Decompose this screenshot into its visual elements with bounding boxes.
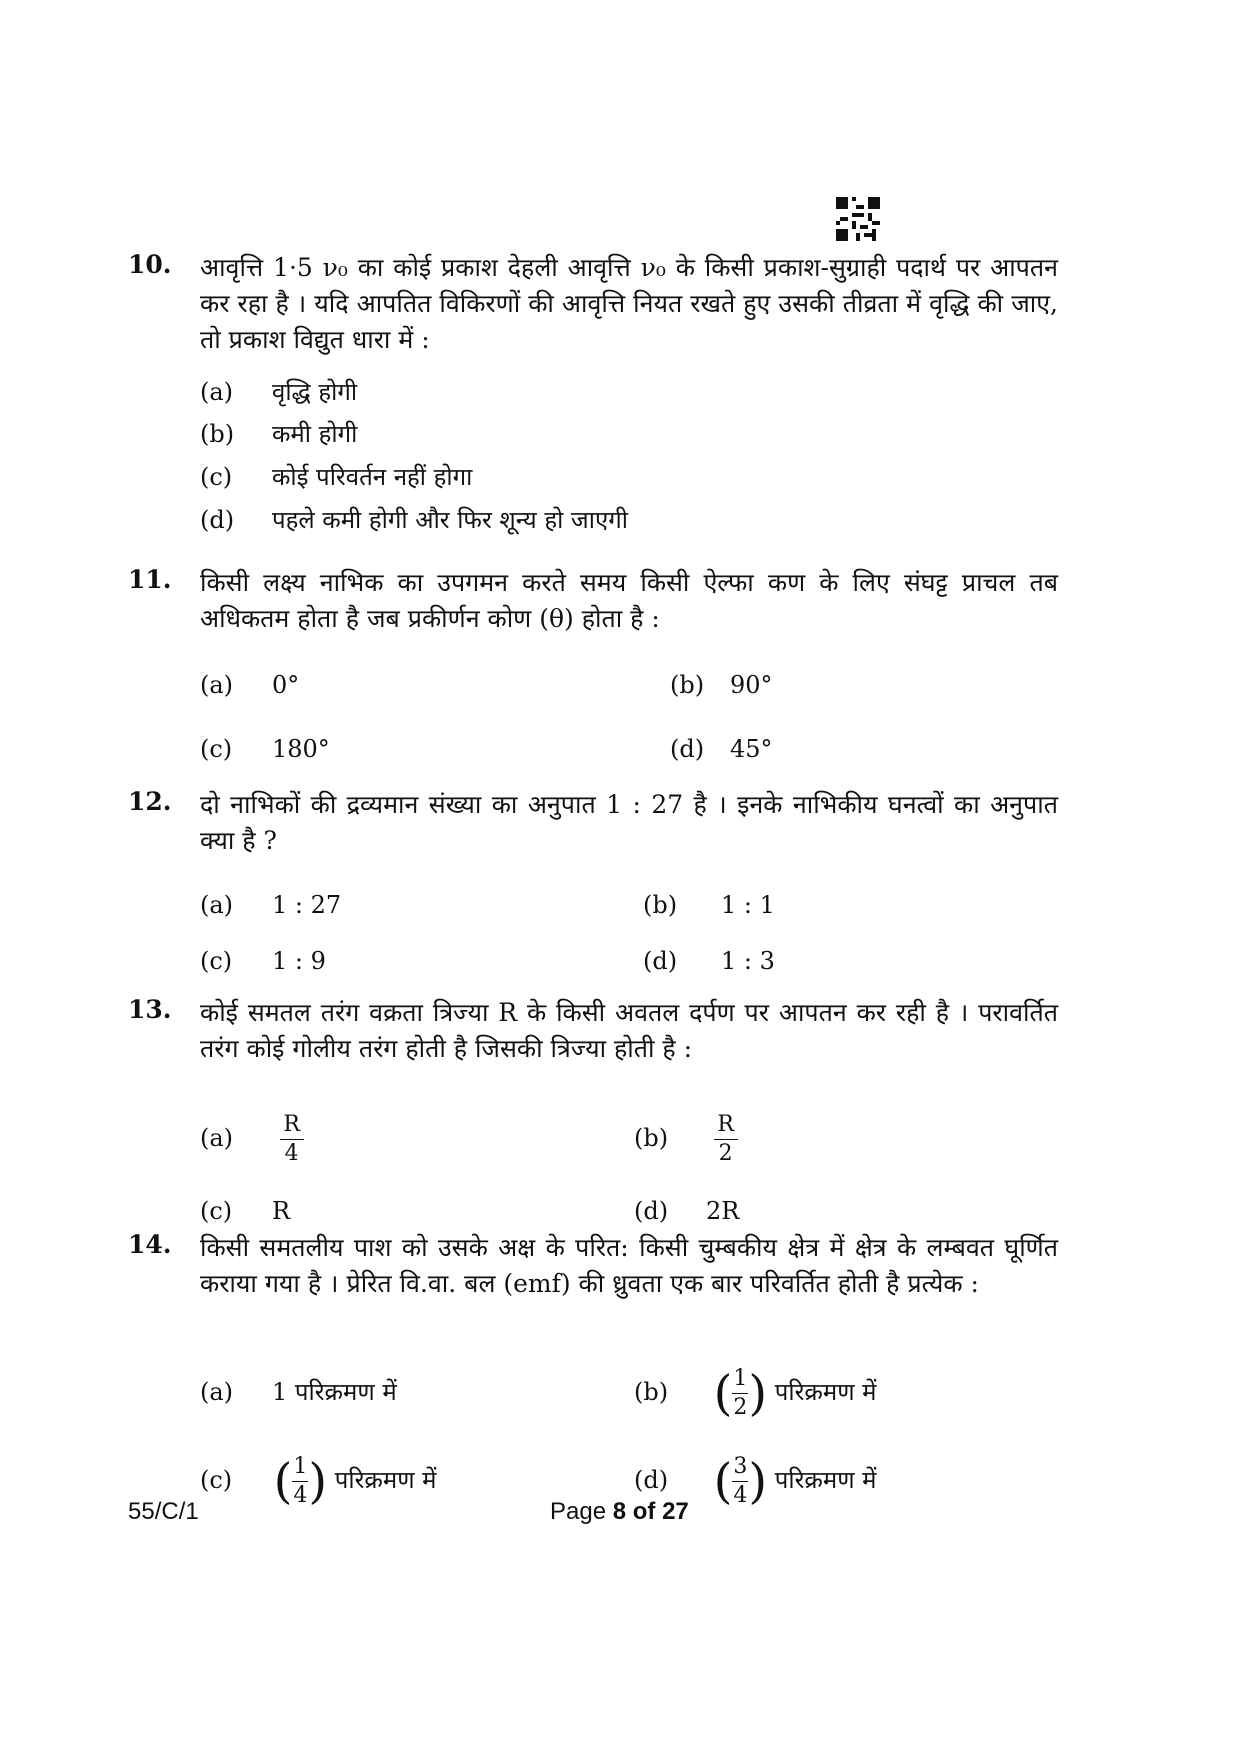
option-c: (c) R bbox=[200, 1197, 291, 1225]
option-a: (a) 1 परिक्रमण में bbox=[200, 1378, 397, 1406]
question-number: 11. bbox=[128, 565, 172, 594]
option-c: (c) 180° bbox=[200, 735, 330, 763]
fraction: $\frac{R}{2}$ bbox=[714, 1111, 738, 1168]
fraction: $\frac{1}{2}$ bbox=[733, 1366, 748, 1420]
option-a: (a) 1 : 27 bbox=[200, 891, 342, 919]
question-number: 13. bbox=[128, 995, 172, 1024]
option-b: (b) 90° bbox=[670, 671, 773, 699]
option-d: (d) 2R bbox=[634, 1197, 740, 1225]
option-b: (b) ( $\frac{1}{2}$ ) परिक्रमण में bbox=[634, 1365, 877, 1422]
fraction: $\frac{3}{4}$ bbox=[733, 1454, 748, 1508]
option-b: (b) 1 : 1 bbox=[643, 891, 775, 919]
question-number: 14. bbox=[128, 1230, 172, 1259]
option-a: (a) $\frac{R}{4}$ bbox=[200, 1100, 304, 1176]
option-c: (c) 1 : 9 bbox=[200, 947, 326, 975]
option-d: (d) पहले कमी होगी और फिर शून्य हो जाएगी bbox=[200, 506, 628, 534]
question-text: आवृत्ति 1·5 ν₀ का कोई प्रकाश देहली आवृत्ति ν₀ के किसी प्रकाश-सुग्राही पदार्थ पर आपतन कर रहा है । यदि आपतित विकिरणों की आवृत्ति नियत रखते हुए उसकी तीव्रता में वृद्धि की जाए, तो प्रकाश विद्युत धारा में : bbox=[200, 253, 1058, 354]
fraction: $\frac{1}{4}$ bbox=[293, 1454, 308, 1508]
paper-code: 55/C/1 bbox=[128, 1498, 199, 1525]
question-text: कोई समतल तरंग वक्रता त्रिज्या R के किसी अवतल दर्पण पर आपतन कर रही है । परावर्तित तरंग कोई गोलीय तरंग होती है जिसकी त्रिज्या होती है : bbox=[200, 998, 1058, 1063]
question-number: 12. bbox=[128, 787, 172, 816]
option-b: (b) $\frac{R}{2}$ bbox=[634, 1100, 738, 1176]
option-d: (d) 45° bbox=[670, 735, 773, 763]
option-a: (a) 0° bbox=[200, 671, 300, 699]
option-b: (b) कमी होगी bbox=[200, 420, 358, 448]
question-text: दो नाभिकों की द्रव्यमान संख्या का अनुपात 1 : 27 है । इनके नाभिकीय घनत्वों का अनुपात क्या है ? bbox=[200, 790, 1058, 855]
qr-code-icon bbox=[836, 197, 880, 241]
option-a: (a) वृद्धि होगी bbox=[200, 378, 358, 406]
question-number: 10. bbox=[128, 250, 172, 279]
question-text: किसी समतलीय पाश को उसके अक्ष के परित: किसी चुम्बकीय क्षेत्र में क्षेत्र के लम्बवत घूर्णित कराया गया है । प्रेरित वि.वा. बल (emf) की ध्रुवता एक बार परिवर्तित होती है प्रत्येक : bbox=[200, 1233, 1058, 1298]
fraction: $\frac{R}{4}$ bbox=[280, 1111, 304, 1168]
option-d: (d) ( $\frac{3}{4}$ ) परिक्रमण में bbox=[634, 1453, 877, 1510]
option-c: (c) ( $\frac{1}{4}$ ) परिक्रमण में bbox=[200, 1453, 437, 1510]
option-c: (c) कोई परिवर्तन नहीं होगा bbox=[200, 463, 473, 491]
option-d: (d) 1 : 3 bbox=[643, 947, 775, 975]
page-indicator: Page 8 of 27 bbox=[550, 1498, 689, 1525]
question-text: किसी लक्ष्य नाभिक का उपगमन करते समय किसी ऐल्फा कण के लिए संघट्ट प्राचल तब अधिकतम होता है जब प्रकीर्णन कोण (θ) होता है : bbox=[200, 568, 1058, 633]
